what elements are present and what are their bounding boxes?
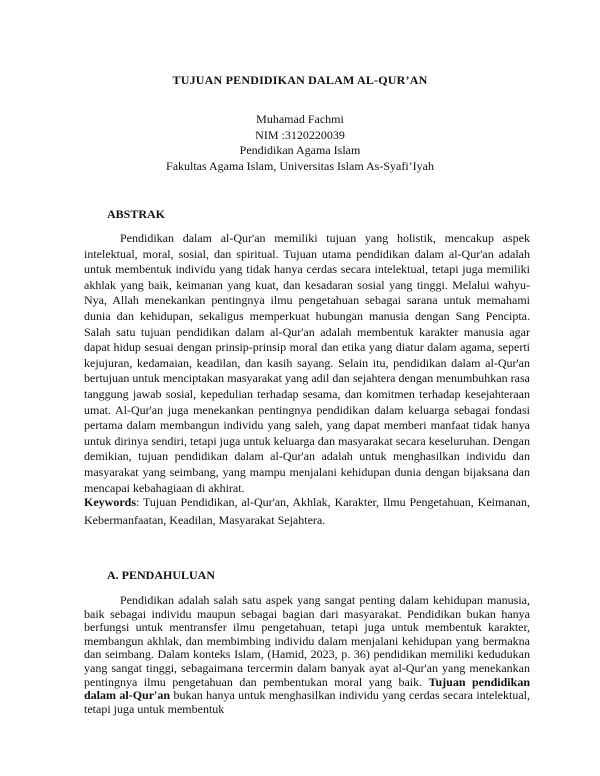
author-block — [0, 112, 600, 174]
keywords-paragraph — [84, 493, 530, 529]
abstract-body: Pendidikan dalam al-Qur'an memiliki tujuan yang holistik, mencakup aspek intelektual, moral, sosial, dan spiritual. Tujuan utama pendidikan dalam al-Qur'an adalah untuk membentuk individu yang tidak hanya cerdas secara intelektual, tetapi juga memiliki akhlak yang baik, keimanan yang kuat, dan kesadaran sosial yang tinggi. Melalui wahyu-Nya, Allah menekankan pentingnya ilmu pengetahuan sebagai sarana untuk memahami dunia dan kehidupan, sekaligus memperkuat hubungan manusia dengan Sang Pencipta. Salah satu tujuan pendidikan dalam al-Qur'an adalah membentuk karakter manusia agar dapat hidup sesuai dengan prinsip-prinsip moral dan etika yang diatur dalam agama, seperti kejujuran, kedamaian, keadilan, dan kasih sayang. Selain itu, pendidikan dalam al-Qur'an bertujuan untuk menciptakan masyarakat yang adil dan sejahtera dengan menumbuhkan rasa tanggung jawab sosial, kepedulian terhadap sesama, dan komitmen terhadap kesejahteraan umat. Al-Qur'an juga menekankan pentingnya pendidikan dalam keluarga sebagai fondasi pertama dalam membangun individu yang saleh, yang dapat memberi manfaat tidak hanya untuk dirinya sendiri, tetapi juga untuk keluarga dan masyarakat secara keseluruhan. Dengan demikian, tujuan pendidikan dalam al-Qur'an adalah untuk menghasilkan individu dan masyarakat yang seimbang, yang mampu menjalani kehidupan dunia dengan bijaksana dan mencapai kebahagiaan di akhirat. — [84, 231, 530, 495]
author-name: Muhamad Fachmi — [256, 112, 344, 126]
author-faculty: Fakultas Agama Islam, Universitas Islam As-Syafi’Iyah — [166, 158, 434, 173]
intro-bold-phrase: Tujuan pendidikan dalam al-Qur'an — [84, 674, 530, 703]
section-heading-pendahuluan: A. PENDAHULUAN — [107, 568, 215, 582]
author-nim: NIM :3120220039 — [255, 127, 345, 142]
intro-text-start: Pendidikan adalah salah satu aspek yang sangat penting dalam kehidupan manusia, baik sebagai individu maupun sebagai bagian dari masyarakat. Pendidikan bukan hanya berfungsi untuk mentransfer ilmu pengetahuan, tetapi juga untuk membentuk karakter, membangun akhlak, dan membimbing individu dalam menjalani kehidupan yang bermakna dan seimbang. Dalam konteks Islam, (Hamid, 2023, p. 36) pendidikan memiliki kedudukan yang sangat tinggi, sebagaimana tercermin dalam banyak ayat al-Qur'an yang menekankan pentingnya ilmu pengetahuan dan pembentukan moral yang baik. — [84, 593, 530, 689]
author-program: Pendidikan Agama Islam — [239, 143, 361, 157]
intro-paragraph — [84, 594, 530, 716]
keywords-text: : Tujuan Pendidikan, al-Qur'an, Akhlak, Karakter, Ilmu Pengetahuan, Keimanan, Kebermanfaatan, Keadilan, Masyarakat Sejahtera. — [84, 495, 530, 527]
intro-text-end: bukan hanya untuk menghasilkan individu yang cerdas secara intelektual, tetapi juga untuk membentuk — [84, 688, 530, 716]
abstract-heading: ABSTRAK — [107, 207, 166, 221]
paper-title: TUJUAN PENDIDIKAN DALAM AL-QUR’AN — [172, 73, 428, 87]
keywords-label: Keywords — [84, 495, 136, 509]
